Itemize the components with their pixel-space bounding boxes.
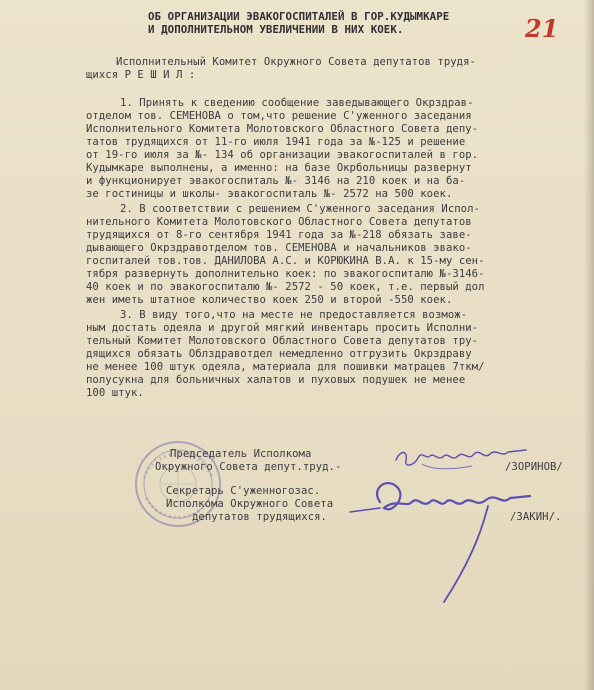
para3-line-4: дящихся обязать Облздравотдел немедленно отгрузить Окрздраву: [86, 348, 472, 360]
para1-line-2: отделом тов. СЕМЕНОВА о том,что решение С'уженного заседания: [86, 110, 472, 122]
para3-line-3: тельный Комитет Молотовского Областного Совета депутатов тру-: [86, 335, 479, 347]
chair-name: /ЗОРИНОВ/: [505, 461, 563, 473]
para2-line-6: тября развернуть дополнительно коек: по эвакогоспиталю №-3146-: [86, 268, 485, 280]
para3-line-1: 3. В виду того,что на месте не предоставляется возмож-: [120, 309, 468, 321]
secretary-title-line-2: Исполкома Окружного Совета: [166, 498, 334, 510]
para2-line-7: 40 коек и по эвакогоспиталю №- 2572 - 50 коек, т.е. первый дол: [86, 281, 485, 293]
para1-line-7: и функционирует эвакогоспиталь №- 3146 на 210 коек и на ба-: [86, 175, 466, 187]
page-number: 21: [525, 14, 559, 43]
intro-line-1: Исполнительный Комитет Окружного Совета депутатов трудя-: [116, 56, 476, 68]
secretary-title-line-1: Секретарь С'уженногозас.: [166, 485, 321, 497]
paper-edge-shadow: [584, 0, 594, 690]
para3-line-2: ным достать одеяла и другой мягкий инвентарь просить Исполни-: [86, 322, 479, 334]
intro-line-2: щихся Р Е Ш И Л :: [86, 69, 196, 81]
para3-line-7: 100 штук.: [86, 387, 144, 399]
title-line-1: ОБ ОРГАНИЗАЦИИ ЭВАКОГОСПИТАЛЕЙ В ГОР.КУДЫМКАРЕ: [148, 10, 450, 23]
para3-line-5: не менее 100 штук одеяла, материала для пошивки матрацев 7ткм/: [86, 361, 485, 373]
para3-line-6: полусукна для больничных халатов и пуховых подушек не менее: [86, 374, 466, 386]
para2-line-1: 2. В соответствии с решением С'уженного заседания Испол-: [120, 203, 480, 215]
para1-line-6: Кудымкаре выполнены, а именно: на базе Окрбольницы развернут: [86, 162, 472, 174]
para1-line-8: зе гостиницы и школы- эвакогоспиталь №- 2572 на 500 коек.: [86, 188, 453, 200]
title-line-2: И ДОПОЛНИТЕЛЬНОМ УВЕЛИЧЕНИИ В НИХ КОЕК.: [148, 23, 404, 36]
secretary-name: /ЗАКИН/.: [510, 511, 562, 523]
chair-title-line-2: Окружного Совета депут.труд.-: [155, 461, 342, 473]
chair-title-line-1: Председатель Исполкома: [170, 448, 312, 460]
secretary-handwritten-signature: [340, 468, 540, 608]
para2-line-8: жен иметь штатное количество коек 250 и второй -550 коек.: [86, 294, 453, 306]
para2-line-4: дывающего Окрздравотделом тов. СЕМЕНОВА и начальников эвако-: [86, 242, 472, 254]
para1-line-1: 1. Принять к сведению сообщение заведывающего Окрздрав-: [120, 97, 474, 109]
para2-line-3: трудящихся от 8-го сентября 1941 года за №-218 обязать заве-: [86, 229, 472, 241]
para1-line-5: от 19-го июля за №- 134 об организации эвакогоспиталей в гор.: [86, 149, 479, 161]
para1-line-3: Исполнительного Комитета Молотовского Областного Совета депу-: [86, 123, 479, 135]
secretary-title-line-3: депутатов трудящихся.: [192, 511, 327, 523]
para2-line-2: нительного Комитета Молотовского Областного Совета депутатов: [86, 216, 472, 228]
para1-line-4: татов трудящихся от 11-го июля 1941 года за №-125 и решение: [86, 136, 466, 148]
para2-line-5: госпиталей тов.тов. ДАНИЛОВА А.С. и КОРЮКИНА В.А. к 15-му сен-: [86, 255, 485, 267]
